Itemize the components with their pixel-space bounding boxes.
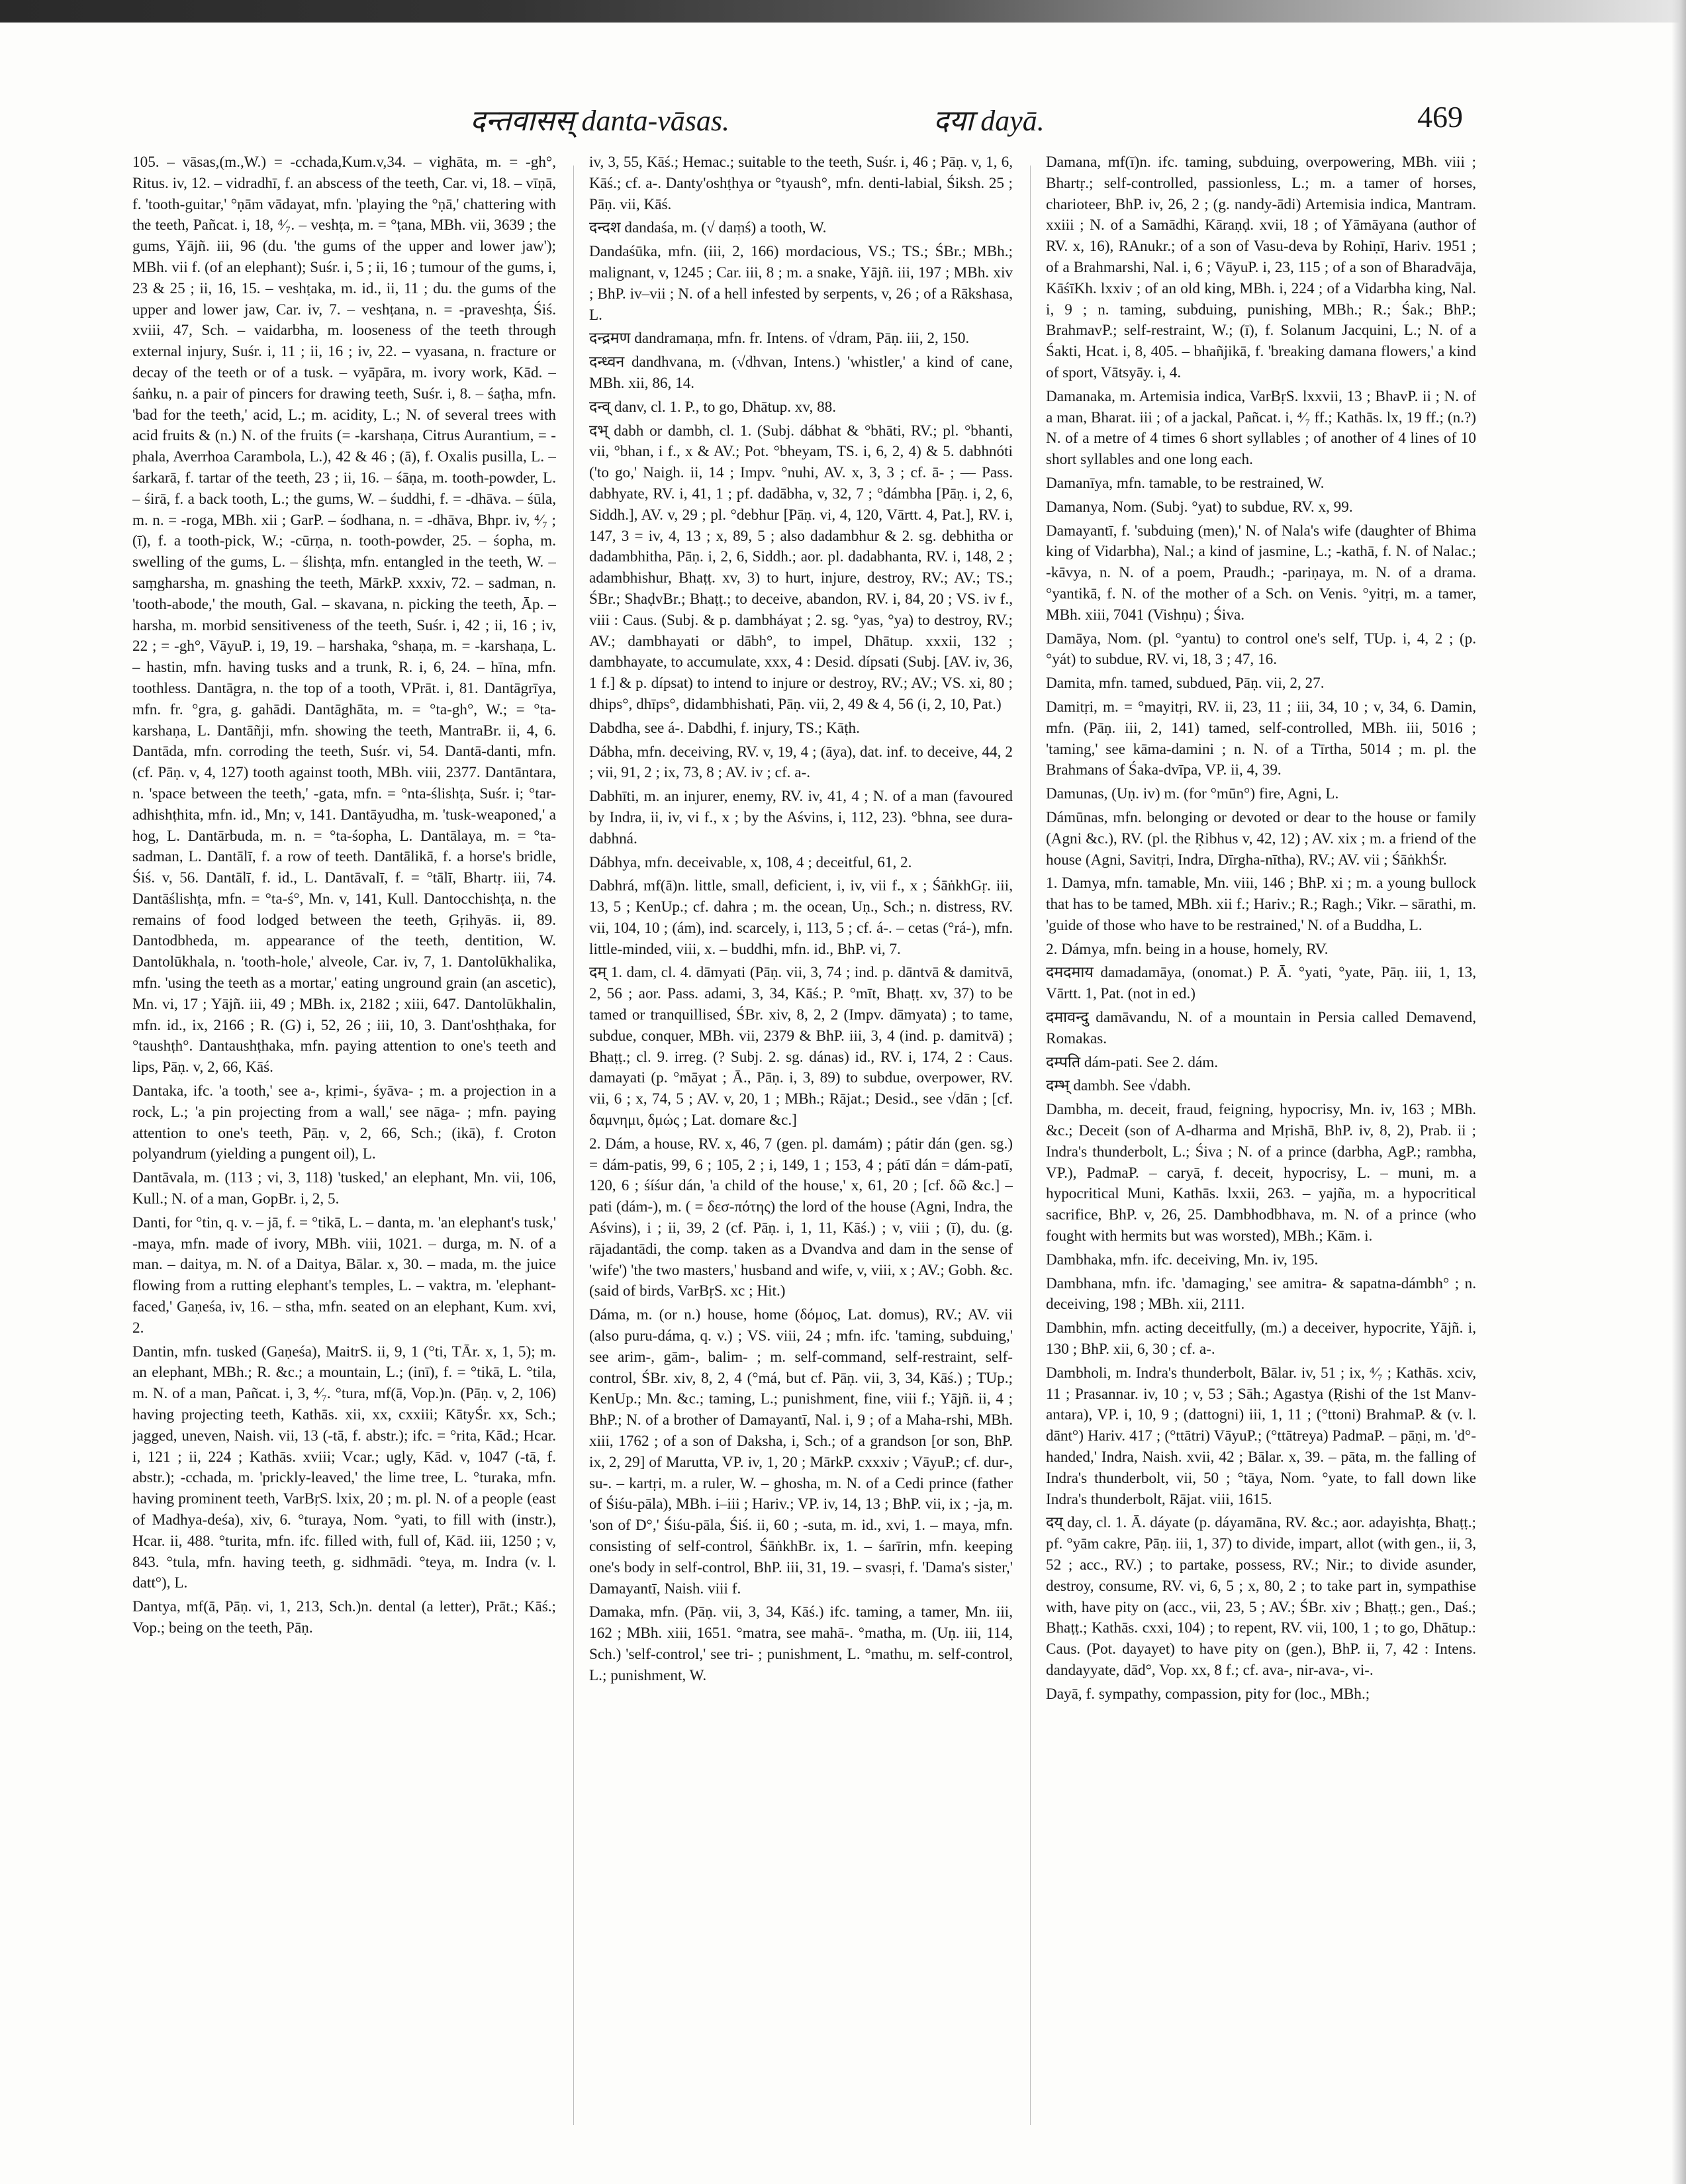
column-paragraph: Damanaka, m. Artemisia indica, VarBṛS. lxxvii, 13 ; BhavP. ii ; N. of a man, Bharat. iii ; of a jackal, Pañcat. i, ⁴⁄₇ ff.; Kathās. lx, 19 ff.; (n.?) N. of a metre of 4 times 6 short syllables ; of another of 4 lines of 10 short syllables and one long each. bbox=[1046, 387, 1476, 469]
column-paragraph: दय् day, cl. 1. Ā. dáyate (p. dáyamāna, RV. &c.; aor. adayishṭa, Bhaṭṭ.; pf. °yām cakre, Pāṇ. iii, 1, 37) to divide, impart, allot (with gen., ii, 3, 52 ; acc., RV.) ; to partake, possess, RV.; Nir.; to divide asunder, destroy, consume, RV. vi, 6, 5 ; x, 80, 2 ; to take part in, sympathise with, have pity on (acc., vii, 23, 5 ; AV.; ŚBr. xiv ; Bhaṭṭ.; gen., Daś.; Bhaṭṭ.; Kathās. cxxi, 104) ; to repent, RV. vii, 100, 1 ; to go, Dhātup.: Caus. (Pot. dayayet) to have pity on (gen.), BhP. ii, 7, 42 : Intens. dandayyate, dād°, Vop. xx, 8 f.; cf. ava-, nir-ava-, vi-. bbox=[1046, 1514, 1476, 1679]
scan-shadow-band bbox=[0, 0, 1686, 23]
column-paragraph: दन्दश dandaśa, m. (√ daṃś) a tooth, W. bbox=[589, 219, 827, 237]
column-paragraph: दन्व् danv, cl. 1. P., to go, Dhātup. xv, 88. bbox=[589, 398, 837, 416]
column-paragraph: Damayantī, f. 'subduing (men),' N. of Nala's wife (daughter of Bhima king of Vidarbha), Nal.; a kind of jasmine, L.; -kathā, f. N. of Nalac.; -kāvya, n. N. of a poem, Praudh.; -pariṇaya, m. N. of a drama. °yantikā, f. N. of the mother of a Sch. on Venis. °yitṛi, m. a tamer, MBh. xiii, 7041 (Vishṇu) ; Śiva. bbox=[1046, 522, 1476, 624]
column-paragraph: 2. Dámya, mfn. being in a house, homely, RV. bbox=[1046, 940, 1329, 958]
column-paragraph: Danti, for °tin, q. v. – jā, f. = °tikā, L. – danta, m. 'an elephant's tusk,' -maya, mfn. made of ivory, MBh. viii, 1021. – durga, m. N. of a man. – daitya, m. N. of a Daitya, Bālar. x, 30. – mada, m. the juice flowing from a rutting elephant's temples, L. – vaktra, m. 'elephant-faced,' Gaṇeśa, iv, 16. – stha, mfn. seated on an elephant, Kum. xvi, 2. bbox=[132, 1213, 556, 1337]
column-paragraph: Dambholi, m. Indra's thunderbolt, Bālar. iv, 51 ; ix, ⁴⁄₇ ; Kathās. xciv, 11 ; Prasannar. iv, 10 ; v, 53 ; Sāh.; Agastya (Ṛishi of the 1st Manv-antara), VP. i, 10, 9 ; (dattogni) iii, 1, 11 ; (°ttoni) BrahmaP. & (v. l. dānt°) Hariv. 417 ; (°ttātri) VāyuP.; (°ttātreya) PadmaP. – pāṇi, m. 'd°-handed,' Indra, Naish. xvii, 42 ; Bālar. x, 39. – pāta, m. the falling of Indra's thunderbolt, vii, 50 ; °tāya, Nom. °yate, to fall down like Indra's thunderbolt, Rājat. viii, 1615. bbox=[1046, 1364, 1476, 1508]
column-paragraph: Dandaśūka, mfn. (iii, 2, 166) mordacious, VS.; TS.; ŚBr.; MBh.; malignant, v, 1245 ; Car. iii, 8 ; m. a snake, Yājñ. iii, 197 ; MBh. xiv ; BhP. iv–vii ; N. of a hell infested by serpents, v, 26 ; of a Rākshasa, L. bbox=[589, 243, 1013, 324]
column-paragraph: दभ् dabh or dambh, cl. 1. (Subj. dábhat & °bhāti, RV.; pl. °bhanti, vii, °bhan, i f., x & AV.; Pot. °bheyam, TS. i, 6, 2, 4) & 5. dabhnóti ('to go,' Naigh. ii, 14 ; Impv. °nuhi, AV. x, 3, 3 ; cf. ā- ; — Pass. dabhyate, RV. i, 41, 1 ; pf. dadābha, v, 32, 7 ; °dámbha [Pāṇ. i, 2, 6, Siddh.], AV. v, 29 ; pl. °debhur [Pāṇ. vi, 4, 120, Vārtt. 4, Pat.], RV. i, 147, 3 = iv, 4, 13 ; x, 89, 5 ; also dadambhur & 2. sg. debhitha or dadambhitha, Pāṇ. i, 2, 6, Siddh.; aor. pl. dadabhanta, RV. i, 148, 2 ; adambhishur, Bhaṭṭ. xv, 3) to hurt, injure, destroy, RV.; AV.; TS.; ŚBr.; ShaḍvBr.; Bhaṭṭ.; to deceive, abandon, RV. i, 84, 20 ; VS. iv f., viii : Caus. (Subj. & p. dambháyat ; 2. sg. °yas, °ya) to destroy, RV.; AV.; dambhayati or dābh°, to impel, Dhātup. xxxii, 132 ; dambhayate, to accumulate, xxx, 4 : Desid. dípsati (Subj. [AV. iv, 36, 1 f.] & p. dípsat) to intend to injure or destroy, RV.; AV.; VS. xi, 80 ; dhips°, dhīps°, didambhishati, Pāṇ. vii, 2, 49 & 4, 56 (i, 2, 10, Pat.) bbox=[589, 422, 1013, 713]
center-running-headword: दया dayā. bbox=[933, 105, 1045, 137]
scan-page-edge bbox=[1671, 0, 1686, 2184]
column-paragraph: Dayā, f. sympathy, compassion, pity for (loc., MBh.; bbox=[1046, 1685, 1370, 1703]
column-paragraph: दम्पति dám-pati. See 2. dám. bbox=[1046, 1053, 1219, 1071]
column-paragraph: Dantāvala, m. (113 ; vi, 3, 118) 'tusked,' an elephant, Mn. vii, 106, Kull.; N. of a man, GopBr. i, 2, 5. bbox=[132, 1169, 556, 1208]
left-running-headword: दन्तवासस् danta-vāsas. bbox=[470, 105, 729, 137]
column-paragraph: Dámūnas, mfn. belonging or devoted or dear to the house or family (Agni &c.), RV. (pl. the Ṛibhus v, 42, 12) ; AV. xix ; m. a friend of the house (Agni, Savitṛi, Indra, Dīrgha-nītha), RV.; AV. vii ; ŚāṅkhŚr. bbox=[1046, 808, 1476, 869]
column-paragraph: Dantaka, ifc. 'a tooth,' see a-, kṛimi-, śyāva- ; m. a projection in a rock, L.; 'a pin projecting from a wall,' see nāga- ; mfn. paying attention to one's teeth, Pāṇ. v, 2, 66, Sch.; (ikā), f. Croton polyandrum (yielding a pungent oil), L. bbox=[132, 1082, 556, 1163]
column-paragraph: Damana, mf(ī)n. ifc. taming, subduing, overpowering, MBh. viii ; Bhartṛ.; self-controlled, passionless, L.; m. a tamer of horses, charioteer, BhP. iv, 26, 2 ; (g. nandy-ādi) Artemisia indica, Mantram. xxiii ; N. of a Samādhi, Kāraṇḍ. xvii, 18 ; of Yāmāyana (author of RV. x, 16), RAnukr.; of a son of Vasu-deva by Rohiṇī, Hariv. 1951 ; of a Brahmarshi, Nal. i, 6 ; VāyuP. i, 23, 115 ; of a son of Bharadvāja, KāśīKh. lxxiv ; of an old king, MBh. i, 224 ; of a Vidarbha king, Nal. i, 9 ; n. taming, subduing, punishing, MBh.; R.; Śak.; BhP.; BrahmavP.; self-restraint, W.; (ī), f. Solanum Jacquini, L.; N. of a Śakti, Hcat. i, 8, 405. – bhañjikā, f. 'breaking damana flowers,' a kind of sport, Vātsyāy. i, 4. bbox=[1046, 154, 1476, 381]
column-paragraph: दन्ध्वन dandhvana, m. (√dhvan, Intens.) 'whistler,' a kind of cane, MBh. xii, 86, 14. bbox=[589, 354, 1013, 392]
column-paragraph: Dantya, mf(ā, Pāṇ. vi, 1, 213, Sch.)n. dental (a letter), Prāt.; Kāś.; Vop.; being on the teeth, Pāṇ. bbox=[132, 1598, 556, 1637]
column-2 bbox=[589, 152, 1013, 2152]
column-divider bbox=[1030, 166, 1031, 2125]
page-header bbox=[119, 99, 1476, 139]
page-number: 469 bbox=[1417, 100, 1463, 134]
column-paragraph: दम् 1. dam, cl. 4. dāmyati (Pāṇ. vii, 3, 74 ; ind. p. dāntvā & damitvā, 2, 56 ; aor. Pass. adami, 3, 34, Kāś.; P. °mīt, Bhaṭṭ. xv, 37) to be tamed or tranquillised, ŚBr. xiv, 8, 2, 2 (Impv. dāmyata) ; to tame, subdue, conquer, MBh. vii, 2379 & BhP. iii, 3, 4 (ind. p. damitvā) ; Bhaṭṭ.; cl. 9. irreg. (? Subj. 2. sg. dánas) id., RV. i, 174, 2 : Caus. damayati (p. °māyat ; Ā., Pāṇ. i, 3, 89) to subdue, overpower, RV. vii, 6 ; x, 74, 5 ; AV. v, 20, 1 ; MBh.; Rājat.; Desid., see √dān ; [cf. δαμνημι, δμώς ; Lat. domare &c.] bbox=[589, 964, 1013, 1129]
column-paragraph: Dábha, mfn. deceiving, RV. v, 19, 4 ; (āya), dat. inf. to deceive, 44, 2 ; vii, 91, 2 ; ix, 73, 8 ; AV. iv ; cf. a-. bbox=[589, 743, 1013, 782]
column-3 bbox=[1046, 152, 1476, 2152]
column-paragraph: Damaka, mfn. (Pāṇ. vii, 3, 34, Kāś.) ifc. taming, a tamer, Mn. iii, 162 ; MBh. xiii, 1651. °matra, see mahā-. °matha, m. (Uṇ. iii, 114, Sch.) 'self-control,' see tri- ; punishment, L. °mathu, m. self-control, L.; punishment, W. bbox=[589, 1603, 1013, 1684]
column-paragraph: Dábhya, mfn. deceivable, x, 108, 4 ; deceitful, 61, 2. bbox=[589, 853, 912, 871]
column-paragraph: दमावन्दु damāvandu, N. of a mountain in Persia called Demavend, Romakas. bbox=[1046, 1009, 1476, 1047]
column-paragraph: Damita, mfn. tamed, subdued, Pāṇ. vii, 2, 27. bbox=[1046, 675, 1325, 692]
column-paragraph: Dambhin, mfn. acting deceitfully, (m.) a deceiver, hypocrite, Yājñ. i, 130 ; BhP. xii, 6, 30 ; cf. a-. bbox=[1046, 1319, 1476, 1358]
dictionary-columns bbox=[132, 152, 1476, 2152]
column-paragraph: Dambha, m. deceit, fraud, feigning, hypocrisy, Mn. iv, 163 ; MBh. &c.; Deceit (son of A-dharma and Mṛishā, BhP. iv, 8, 2), Prab. ii ; Indra's thunderbolt, L.; Śiva ; N. of a prince (darbha, AgP.; rambha, VP.), PadmaP. – caryā, f. deceit, hypocrisy, L. – muni, m. a hypocritical Muni, Kathās. lxxii, 263. – yajña, m. a hypocritical sacrifice, BhP. v, 26, 25. Dambhodbhava, m. N. of a prince (who fought with hermits but was worsted), MBh.; Kām. i. bbox=[1046, 1101, 1476, 1245]
column-paragraph: Dáma, m. (or n.) house, home (δόμος, Lat. domus), RV.; AV. vii (also puru-dáma, q. v.) ; VS. viii, 24 ; mfn. ifc. 'taming, subduing,' see arim-, gām-, balim- ; m. self-command, self-restraint, self-control, ŚBr. xiv, 8, 2, 4 (°má, but cf. Pāṇ. vii, 3, 34, Kāś.) ; TUp.; KenUp.; Mn. &c.; taming, L.; punishment, fine, viii f.; Yājñ. ii, 4 ; BhP.; N. of a brother of Damayantī, Nal. i, 9 ; of a Maha-rshi, MBh. xiii, 1762 ; of a son of Daksha, i, Sch.; of a grandson [or son, BhP. ix, 2, 29] of Marutta, VP. iv, 1, 20 ; MārkP. cxxxiv ; VāyuP.; cf. dur-, su-. – kartṛi, m. a ruler, W. – ghosha, m. N. of a Cedi prince (father of Śiśu-pāla), MBh. i–iii ; Hariv.; VP. iv, 14, 13 ; BhP. vii, ix ; -ja, m. 'son of D°,' Śiśu-pāla, Śiś. ii, 60 ; -suta, m. id., xvi, 1. – maya, mfn. consisting of self-control, ŚāṅkhBr. ix, 1. – śarīrin, mfn. keeping one's body in self-control, BhP. iii, 31, 19. – svasṛi, f. 'Dama's sister,' Damayantī, Naish. viii f. bbox=[589, 1306, 1013, 1597]
column-1 bbox=[132, 152, 556, 2152]
column-paragraph: दम्भ् dambh. See √dabh. bbox=[1046, 1077, 1191, 1095]
column-paragraph: 105. – vāsas,(m.,W.) = -cchada,Kum.v,34. – vighāta, m. = -gh°, Ritus. iv, 12. – vidradhī, f. an abscess of the teeth, Car. vi, 18. – vīṇā, f. 'tooth-guitar,' °ṇām vādayat, mfn. 'playing the °ṇā,' chattering with the teeth, Pañcat. i, 18, ⁴⁄₇. – veshṭa, m. = °ṭana, MBh. vii, 3639 ; the gums, Yājñ. iii, 96 (du. 'the gums of the upper and lower jaw'); MBh. vii f. (of an elephant); Suśr. i, 5 ; ii, 16 ; tumour of the gums, i, 23 & 25 ; ii, 16, 15. – veshṭaka, m. id., ii, 11 ; du. the gums of the upper and lower jaw, Car. iv, 7. – veshṭana, n. = -praveshṭa, Śiś. xviii, 47, Sch. – vaidarbha, m. looseness of the teeth through external injury, Suśr. i, 11 ; ii, 16 ; iv, 22. – vyasana, n. fracture or decay of the teeth or of a tusk. – vyāpāra, m. ivory work, Kād. – śaṅku, n. a pair of pincers for drawing teeth, Suśr. i, 8. – śaṭha, mfn. 'bad for the teeth,' acid, L.; m. acidity, L.; N. of several trees with acid fruits & (n.) N. of the fruits (= -karshaṇa, Citrus Aurantium, = -phala, Averrhoa Carambola, L.), 42 & 46 ; (ā), f. Oxalis pusilla, L. – śarkarā, f. tartar of the teeth, 23 ; ii, 16. – śāṇa, m. tooth-powder, L. – śirā, f. a back tooth, L.; the gums, W. – śuddhi, f. = -dhāva. – śūla, m. n. = -roga, MBh. xii ; GarP. – śodhana, n. = -dhāva, Bhpr. iv, ⁴⁄₇ ; (ī), f. a tooth-pick, W.; -cūrṇa, n. tooth-powder, 25. – śopha, m. swelling of the gums, L. – ślishṭa, mfn. entangled in the teeth, W. – saṃgharsha, m. gnashing the teeth, MārkP. xxxiv, 72. – sadman, n. 'tooth-abode,' the mouth, Gal. – skavana, n. picking the teeth, Āp. – harsha, m. morbid sensitiveness of the teeth, Suśr. i, 42 ; ii, 16 ; iv, 22 ; = -gh°, VāyuP. i, 19, 19. – harshaka, °shaṇa, m. = -karshaṇa, L. – hastin, mfn. having tusks and a trunk, R. i, 6, 24. – hīna, mfn. toothless. Dantāgra, n. the top of a tooth, VPrāt. i, 81. Dantāgrīya, mfn. fr. °gra, g. gahādi. Dantāghāta, m. = °ta-gh°, W.; = °ta-karshaṇa, L. Dantāñji, mfn. showing the teeth, MantraBr. ii, 4, 6. Dantāda, mfn. corroding the teeth, Suśr. vi, 54. Dantā-danti, mfn. (cf. Pāṇ. v, 4, 127) tooth against tooth, MBh. viii, 2377. Dantāntara, n. 'space between the teeth,' -gata, mfn. = °nta-ślishṭa, Suśr. i; °tar-adhishṭhita, mfn. id., Mn; v, 141. Dantāyudha, m. 'tusk-weaponed,' a hog, L. Dantārbuda, m. n. = °ta-śopha, L. Dantālaya, m. = °ta-sadman, L. Dantālī, f. a row of teeth. Dantālikā, f. a horse's bridle, Śiś. v, 56. Dantālī, f. id., L. Dantāvalī, f. = °tālī, Bhartṛ. iii, 74. Dantāślishṭa, mfn. = °ta-ś°, Mn. v, 141, Kull. Dantocchishṭa, n. the remains of food lodged between the teeth, Gṛihyās. ii, 89. Dantodbheda, m. appearance of the teeth, dentition, W. Dantolūkhala, n. 'tooth-hole,' alveole, Car. iv, 7, 1. Dantolūkhalika, mfn. 'using the teeth as a mortar,' eating unground grain (an ascetic), Mn. vi, 17 ; Yājñ. iii, 49 ; MBh. ix, 2182 ; xiii, 647. Dantolūkhalin, mfn. id., ix, 2166 ; R. (G) i, 52, 26 ; iii, 10, 3. Dant'oshṭhaka, for °taushṭh°. Dantaushṭhaka, mfn. paying attention to one's teeth and lips, Pāṇ. v, 2, 66, Kāś. bbox=[132, 154, 556, 1076]
column-paragraph: Damanīya, mfn. tamable, to be restrained, W. bbox=[1046, 474, 1325, 492]
column-divider bbox=[573, 166, 574, 2125]
column-paragraph: दमदमाय damadamāya, (onomat.) P. Ā. °yati, °yate, Pāṇ. iii, 1, 13, Vārtt. 1, Pat. (not in ed.) bbox=[1046, 964, 1476, 1003]
column-paragraph: Dabhrá, mf(ā)n. little, small, deficient, i, iv, vii f., x ; ŚāṅkhGṛ. iii, 13, 5 ; KenUp.; cf. dahra ; m. the ocean, Uṇ., Sch.; n. distress, RV. vii, 104, 10 ; (ám), ind. scarcely, i, 113, 5 ; cf. á-. – cetas (°rá-), mfn. little-minded, viii, x. – buddhi, mfn. id., BhP. vi, 7. bbox=[589, 877, 1013, 958]
column-paragraph: Damāya, Nom. (pl. °yantu) to control one's self, TUp. i, 4, 2 ; (p. °yát) to subdue, RV. vi, 18, 3 ; 47, 16. bbox=[1046, 630, 1476, 669]
column-paragraph: Damunas, (Uṇ. iv) m. (for °mūn°) fire, Agni, L. bbox=[1046, 785, 1339, 803]
column-paragraph: Damitṛi, m. = °mayitṛi, RV. ii, 23, 11 ; iii, 34, 10 ; v, 34, 6. Damin, mfn. (Pāṇ. iii, 2, 141) tamed, self-controlled, MBh. iii, 5016 ; 'taming,' see kāma-damini ; n. N. of a Tīrtha, 5014 ; m. pl. the Brahmans of Śaka-dvīpa, VP. ii, 4, 39. bbox=[1046, 698, 1476, 779]
column-paragraph: Dambhana, mfn. ifc. 'damaging,' see amitra- & sapatna-dámbh° ; n. deceiving, 198 ; MBh. xii, 2111. bbox=[1046, 1274, 1476, 1313]
column-paragraph: Dantin, mfn. tusked (Gaṇeśa), MaitrS. ii, 9, 1 (°ti, TĀr. x, 1, 5); m. an elephant, MBh.; R. &c.; a mountain, L.; (inī), f. = °tikā, L. °tila, m. N. of a man, Pañcat. i, 3, ⁴⁄₇. °tura, mf(ā, Vop.)n. (Pāṇ. v, 2, 106) having projecting teeth, Kathās. xii, xx, cxxiii; KātyŚr. xx, Sch.; jagged, uneven, Naish. vii, 13 (-tā, f. abstr.); ifc. = °rita, Kād.; Hcar. i, 121 ; ii, 224 ; Kathās. xviii; Vcar.; ugly, Kād. v, 1047 (-tā, f. abstr.); -cchada, m. 'prickly-leaved,' the lime tree, L. °turaka, mfn. having prominent teeth, VarBṛS. lxix, 20 ; m. pl. N. of a people (east of Madhya-deśa), xiv, 6. °turaya, Nom. °yati, to fill with (instr.), Hcar. ii, 488. °turita, mfn. ifc. filled with, full of, Kād. iii, 1250 ; v, 843. °tula, mfn. having teeth, g. sidhmādi. °teya, m. Indra (v. l. datt°), L. bbox=[132, 1343, 556, 1592]
column-paragraph: 2. Dám, a house, RV. x, 46, 7 (gen. pl. damám) ; pátir dán (gen. sg.) = dám-patis, 99, 6 ; 105, 2 ; i, 149, 1 ; 153, 4 ; pátī dán = dám-patī, 120, 6 ; śíśur dán, 'a child of the house,' x, 61, 20 ; [cf. δῶ &c.] – pati (dám-), m. ( = δεσ-πότης) the lord of the house (Agni, Indra, the Aśvins), i ; ii, 39, 2 (cf. Pāṇ. i, 1, 11, Kāś.) ; v, viii ; (ī), du. (g. rājadantādi, the comp. taken as a Dvandva and dam in the sense of 'wife') 'the two masters,' husband and wife, v, viii, x ; AV.; Gobh. &c. (said of birds, VarBṛS. xc ; Hit.) bbox=[589, 1135, 1013, 1300]
column-paragraph: Dambhaka, mfn. ifc. deceiving, Mn. iv, 195. bbox=[1046, 1251, 1319, 1268]
column-paragraph: दन्द्रमण dandramaṇa, mfn. fr. Intens. of √dram, Pāṇ. iii, 2, 150. bbox=[589, 330, 970, 348]
column-paragraph: Dabhīti, m. an injurer, enemy, RV. iv, 41, 4 ; N. of a man (favoured by Indra, ii, iv, vi f., x ; by the Aśvins, i, 112, 23). °bhna, see dura-dabhná. bbox=[589, 788, 1013, 847]
column-paragraph: Damanya, Nom. (Subj. °yat) to subdue, RV. x, 99. bbox=[1046, 498, 1353, 516]
column-paragraph: iv, 3, 55, Kāś.; Hemac.; suitable to the teeth, Suśr. i, 46 ; Pāṇ. v, 1, 6, Kāś.; cf. a-. Danty'oshṭhya or °tyaush°, mfn. denti-labial, Śiksh. 25 ; Pāṇ. vii, Kāś. bbox=[589, 154, 1013, 213]
column-paragraph: Dabdha, see á-. Dabdhi, f. injury, TS.; Kāṭh. bbox=[589, 719, 860, 737]
column-paragraph: 1. Damya, mfn. tamable, Mn. viii, 146 ; BhP. xi ; m. a young bullock that has to be tamed, MBh. xii f.; Hariv.; R.; Ragh.; Vikr. – sārathi, m. 'guide of those who have to be restrained,' N. of a Buddha, L. bbox=[1046, 875, 1476, 934]
